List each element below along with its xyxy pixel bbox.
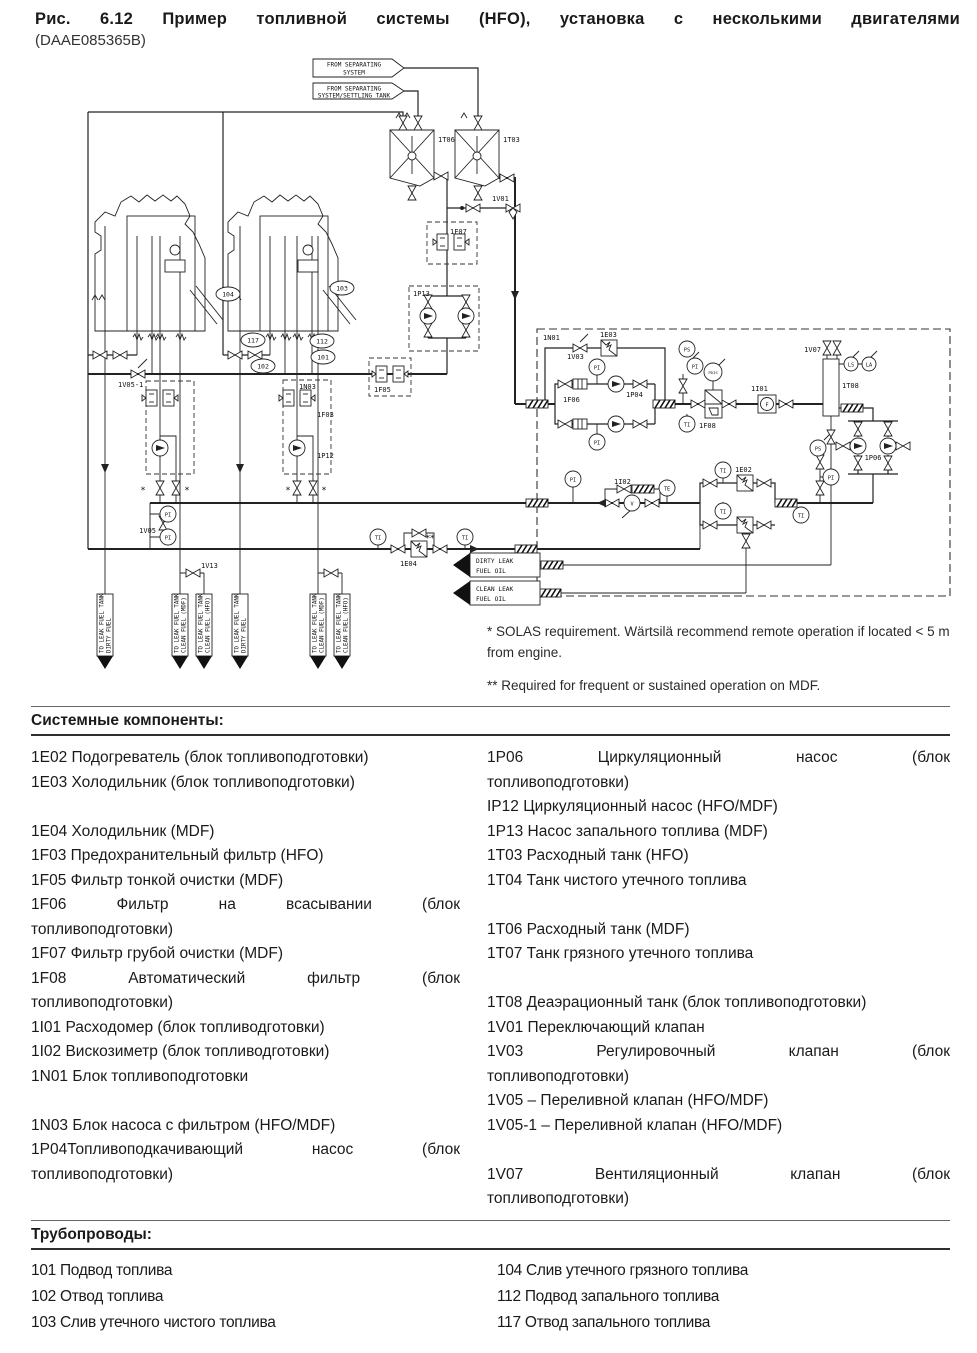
valve-1v05-1 bbox=[131, 370, 145, 378]
svg-text:1V01: 1V01 bbox=[492, 195, 509, 203]
svg-text:1N03: 1N03 bbox=[299, 383, 316, 391]
list-item: 1F08 Автоматический фильтр (блок топливоподготовки) bbox=[31, 969, 460, 1011]
svg-text:SYSTEM: SYSTEM bbox=[343, 69, 365, 77]
list-item bbox=[31, 795, 460, 820]
svg-text:1T06: 1T06 bbox=[438, 136, 455, 144]
svg-text:FROM SEPARATING: FROM SEPARATING bbox=[326, 61, 382, 69]
svg-text:FUEL OIL: FUEL OIL bbox=[476, 568, 506, 575]
banner-clean-leak-fuel-oil bbox=[453, 581, 540, 605]
svg-text:CLEAN FUEL (MDF): CLEAN FUEL (MDF) bbox=[319, 597, 326, 653]
pump-1p13a bbox=[420, 308, 436, 324]
list-item bbox=[487, 893, 950, 918]
svg-text:TI: TI bbox=[683, 422, 691, 429]
svg-text:CLEAN FUEL (HFO): CLEAN FUEL (HFO) bbox=[205, 597, 212, 653]
list-item: 103 Слив утечного чистого топлива bbox=[31, 1313, 276, 1331]
note-mdf: ** Required for frequent or sustained operation on MDF. bbox=[487, 678, 821, 693]
svg-text:101: 101 bbox=[317, 353, 329, 362]
valves bbox=[93, 116, 910, 577]
svg-text:TI: TI bbox=[374, 535, 382, 542]
svg-text:1V13: 1V13 bbox=[201, 562, 218, 570]
pump-1p04b bbox=[608, 416, 624, 432]
svg-text:TO LEAK FUEL TANK: TO LEAK FUEL TANK bbox=[174, 593, 181, 653]
banner-from-separating-settling-tank bbox=[313, 83, 404, 100]
heater-1e02a-symbol bbox=[737, 475, 753, 491]
list-item: 1I01 Расходомер (блок топливодготовки) bbox=[31, 1018, 325, 1036]
svg-text:117: 117 bbox=[247, 336, 259, 345]
engines bbox=[92, 195, 356, 340]
svg-text:1N01: 1N01 bbox=[543, 334, 560, 342]
svg-text:TI: TI bbox=[719, 468, 727, 475]
list-item: 104 Слив утечного грязного топлива bbox=[497, 1261, 749, 1279]
list-item: 1P06 Циркуляционный насос (блок топливоподготовки) bbox=[487, 749, 950, 791]
pump-1p06b bbox=[880, 438, 896, 454]
engine-2-outline bbox=[228, 195, 356, 331]
banner-to-leak-tank-2 bbox=[172, 593, 188, 669]
list-item: 1T03 Расходный танк (HFO) bbox=[487, 847, 689, 864]
svg-text:PI: PI bbox=[164, 512, 172, 519]
list-item: 1V05 – Переливной клапан (HFO/MDF) bbox=[487, 1092, 769, 1109]
svg-text:*: * bbox=[184, 486, 190, 496]
svg-text:FUEL OIL: FUEL OIL bbox=[476, 596, 506, 603]
list-item: 1V07 Вентиляционный клапан (блок топливоподготовки) bbox=[487, 1165, 950, 1207]
pump-1p12 bbox=[289, 440, 305, 456]
list-item: 1N03 Блок насоса с фильтром (HFO/MDF) bbox=[31, 1116, 336, 1134]
banner-to-leak-tank-5 bbox=[310, 593, 326, 669]
svg-text:PI: PI bbox=[569, 477, 577, 484]
list-item: 1P13 Насос запального топлива (MDF) bbox=[487, 822, 768, 840]
fuel-system-diagram bbox=[0, 51, 977, 706]
svg-text:1F03: 1F03 bbox=[317, 411, 334, 419]
valve-1v03 bbox=[573, 344, 587, 352]
svg-text:SYSTEM/SETTLING TANK: SYSTEM/SETTLING TANK bbox=[317, 92, 391, 100]
svg-text:LS: LS bbox=[847, 362, 855, 369]
pump-1p04a bbox=[608, 376, 624, 392]
filter-1f07-symbol bbox=[433, 234, 469, 250]
piping-diagram-svg bbox=[0, 51, 977, 706]
svg-text:PI: PI bbox=[593, 365, 601, 372]
components-left-column bbox=[31, 746, 460, 1212]
svg-text:PI: PI bbox=[164, 535, 172, 542]
svg-text:1P13: 1P13 bbox=[413, 290, 430, 298]
pump-1p06a bbox=[850, 438, 866, 454]
pump-1p13b bbox=[458, 308, 474, 324]
tank-1t06 bbox=[390, 130, 434, 186]
deaeration-tank-1t08-symbol bbox=[823, 359, 839, 416]
valve-shutoff bbox=[466, 204, 480, 212]
valve-1v13 bbox=[186, 569, 200, 577]
engine-1-outline bbox=[95, 195, 223, 331]
svg-text:TO LEAK FUEL TANK: TO LEAK FUEL TANK bbox=[312, 593, 319, 653]
svg-text:1I02: 1I02 bbox=[614, 478, 631, 486]
svg-text:V: V bbox=[630, 501, 634, 508]
pipelines-left-column bbox=[31, 1258, 497, 1336]
svg-text:*: * bbox=[321, 486, 327, 496]
list-item: 1E02 Подогреватель (блок топливоподготовки) bbox=[31, 749, 369, 766]
svg-text:DIRTY FUEL: DIRTY FUEL bbox=[241, 618, 248, 653]
svg-text:CLEAN FUEL (HFO): CLEAN FUEL (HFO) bbox=[343, 597, 350, 653]
cooler-1e03-symbol bbox=[601, 340, 617, 356]
valve-1v01 bbox=[506, 204, 520, 219]
list-item: 1E04 Холодильник (MDF) bbox=[31, 822, 215, 840]
svg-text:1E04: 1E04 bbox=[400, 560, 417, 568]
svg-text:TO LEAK FUEL TANK: TO LEAK FUEL TANK bbox=[198, 593, 205, 653]
svg-text:1P06: 1P06 bbox=[864, 454, 882, 462]
svg-text:1V05: 1V05 bbox=[139, 527, 156, 535]
banner-from-separating-system bbox=[313, 59, 404, 77]
svg-text:1T03: 1T03 bbox=[503, 136, 520, 144]
svg-text:TO LEAK FUEL TANK: TO LEAK FUEL TANK bbox=[234, 593, 241, 653]
auto-filter-1f08-symbol bbox=[705, 390, 722, 418]
svg-text:DIRTY LEAK: DIRTY LEAK bbox=[476, 558, 514, 565]
list-item: 1P04Топливоподкачивающий насос (блок топливоподготовки) bbox=[31, 1141, 460, 1183]
svg-text:TI: TI bbox=[461, 535, 469, 542]
note-solas: * SOLAS requirement. Wärtsilä recommend remote operation if located < 5 m from engine. bbox=[487, 624, 950, 661]
svg-text:FROM SEPARATING: FROM SEPARATING bbox=[326, 85, 382, 93]
pipelines-section bbox=[31, 1220, 950, 1342]
document-code: (DAAE085365B) bbox=[35, 32, 146, 49]
banner-to-leak-tank-6 bbox=[334, 593, 350, 669]
pump-unit1 bbox=[152, 440, 168, 456]
pipelines-right-column bbox=[497, 1258, 950, 1336]
figure-number: Рис. 6.12 bbox=[35, 10, 133, 28]
svg-text:103: 103 bbox=[336, 284, 348, 293]
list-item bbox=[487, 967, 950, 992]
list-item: 1V03 Регулировочный клапан (блок топливоподготовки) bbox=[487, 1043, 950, 1085]
svg-text:LA: LA bbox=[865, 362, 873, 369]
list-item: 1I02 Вискозиметр (блок топливодготовки) bbox=[31, 1043, 330, 1060]
svg-text:PI: PI bbox=[827, 475, 835, 482]
svg-text:1V03: 1V03 bbox=[567, 353, 584, 361]
svg-text:1P12: 1P12 bbox=[317, 452, 334, 460]
list-item: 1E03 Холодильник (блок топливоподготовки) bbox=[31, 773, 355, 791]
list-item: 1V01 Переключающий клапан bbox=[487, 1018, 705, 1036]
equipment-labels bbox=[118, 136, 881, 570]
svg-text:102: 102 bbox=[257, 362, 269, 371]
list-item: 1F06 Фильтр на всасывании (блок топливоподготовки) bbox=[31, 896, 460, 938]
svg-text:F: F bbox=[765, 402, 769, 409]
system-components-section bbox=[31, 706, 950, 1212]
svg-text:DIRTY FUEL: DIRTY FUEL bbox=[106, 618, 113, 653]
svg-text:1E03: 1E03 bbox=[600, 331, 617, 339]
list-item: 1T08 Деаэрационный танк (блок топливоподготовки) bbox=[487, 994, 867, 1011]
svg-text:*: * bbox=[140, 486, 146, 496]
list-item: 117 Отвод запального топлива bbox=[497, 1313, 711, 1331]
banner-dirty-leak-fuel-oil bbox=[453, 553, 540, 577]
svg-text:PS: PS bbox=[683, 347, 691, 354]
svg-text:1F08: 1F08 bbox=[699, 422, 716, 430]
components-right-column bbox=[487, 746, 950, 1212]
banner-to-leak-tank-4 bbox=[232, 593, 248, 669]
svg-text:*: * bbox=[285, 486, 291, 496]
list-item: 101 Подвод топлива bbox=[31, 1261, 173, 1279]
svg-text:1F05: 1F05 bbox=[374, 386, 391, 394]
list-item: 1F07 Фильтр грубой очистки (MDF) bbox=[31, 945, 284, 962]
svg-text:1E02: 1E02 bbox=[735, 466, 752, 474]
svg-text:104: 104 bbox=[222, 290, 234, 299]
list-item: 112 Подвод запального топлива bbox=[497, 1287, 720, 1305]
system-components-heading: Системные компоненты: bbox=[31, 712, 224, 729]
svg-text:PI: PI bbox=[593, 440, 601, 447]
svg-text:TO LEAK FUEL TANK: TO LEAK FUEL TANK bbox=[336, 593, 343, 653]
list-item: 1T04 Танк чистого утечного топлива bbox=[487, 871, 747, 889]
list-item: IP12 Циркуляционный насос (HFO/MDF) bbox=[487, 798, 778, 815]
svg-text:1F06: 1F06 bbox=[563, 396, 580, 404]
list-item: 1T06 Расходный танк (MDF) bbox=[487, 920, 690, 938]
list-item: 1N01 Блок топливоподготовки bbox=[31, 1067, 249, 1085]
svg-text:1F07: 1F07 bbox=[450, 228, 467, 236]
svg-text:TI: TI bbox=[719, 509, 727, 516]
svg-text:1V07: 1V07 bbox=[804, 346, 821, 354]
svg-text:112: 112 bbox=[316, 337, 328, 346]
svg-text:1V05-1: 1V05-1 bbox=[118, 381, 144, 389]
pipelines-heading: Трубопроводы: bbox=[31, 1225, 152, 1243]
heater-1e02b-symbol bbox=[737, 517, 753, 533]
tank-1t03 bbox=[455, 130, 499, 186]
figure-title: Пример топливной системы (HFO), установка с несколькими двигателями bbox=[162, 10, 960, 28]
svg-text:1I01: 1I01 bbox=[751, 385, 768, 393]
list-item: 1F05 Фильтр тонкой очистки (MDF) bbox=[31, 871, 284, 889]
svg-text:PS: PS bbox=[814, 446, 822, 453]
svg-text:**: ** bbox=[425, 534, 435, 544]
svg-text:PI: PI bbox=[691, 364, 699, 371]
svg-text:1T08: 1T08 bbox=[842, 382, 859, 390]
list-item: 1V05-1 – Переливной клапан (HFO/MDF) bbox=[487, 1116, 783, 1134]
list-item bbox=[31, 1089, 460, 1114]
svg-text:CLEAN LEAK: CLEAN LEAK bbox=[476, 586, 514, 593]
svg-text:TO LEAK FUEL TANK: TO LEAK FUEL TANK bbox=[99, 593, 106, 653]
list-item: 102 Отвод топлива bbox=[31, 1287, 164, 1305]
banner-to-leak-tank-3 bbox=[196, 593, 212, 669]
svg-text:TE: TE bbox=[663, 486, 671, 493]
svg-text:CLEAN FUEL (MDF): CLEAN FUEL (MDF) bbox=[181, 597, 188, 653]
list-item: 1F03 Предохранительный фильтр (HFO) bbox=[31, 847, 324, 864]
figure-caption bbox=[35, 10, 960, 29]
svg-text:TI: TI bbox=[797, 513, 805, 520]
list-item bbox=[487, 1138, 950, 1163]
svg-text:PDIS: PDIS bbox=[708, 370, 718, 375]
list-item: 1T07 Танк грязного утечного топлива bbox=[487, 945, 754, 962]
banner-to-leak-tank-1 bbox=[97, 593, 113, 669]
svg-text:1P04: 1P04 bbox=[626, 391, 643, 399]
